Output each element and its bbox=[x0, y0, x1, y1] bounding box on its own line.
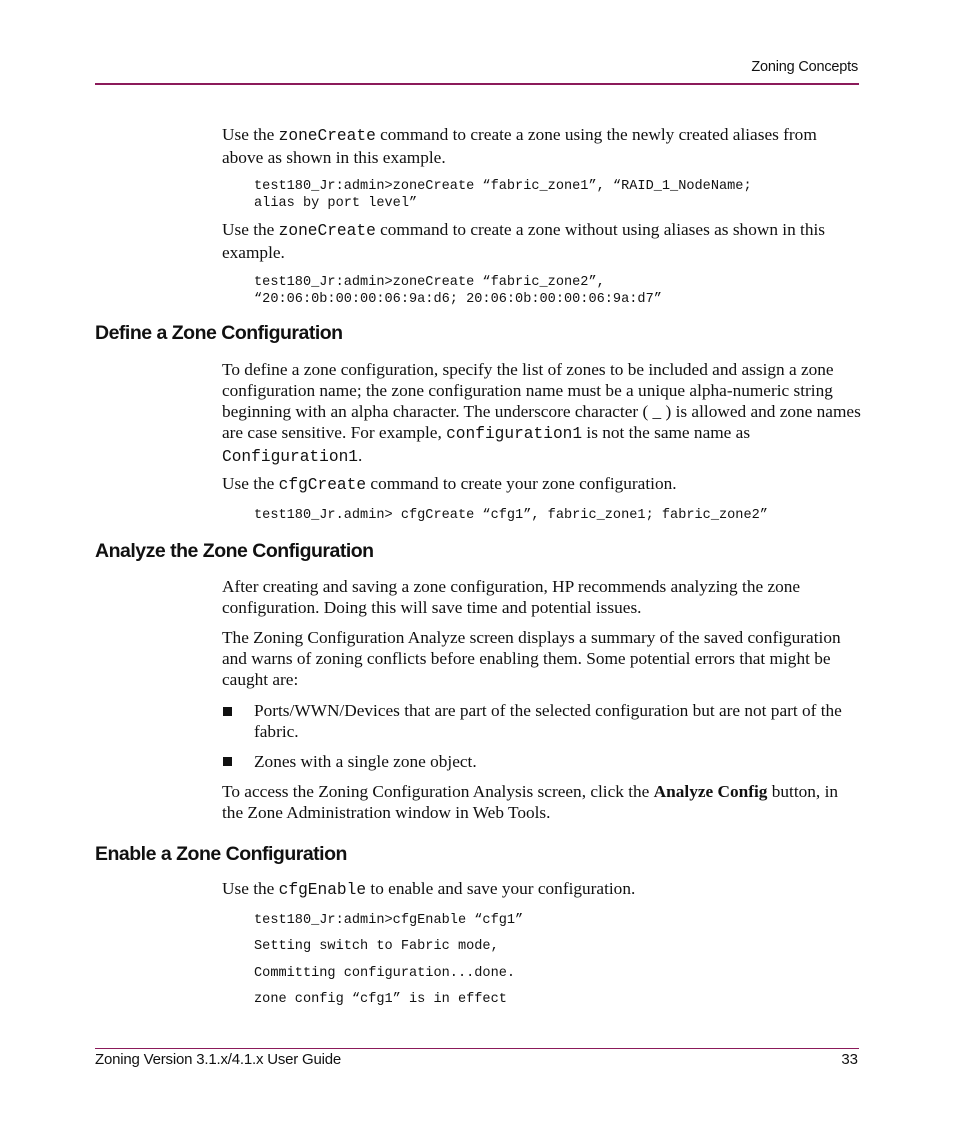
header-title: Zoning Concepts bbox=[751, 59, 858, 75]
code-line: Setting switch to Fabric mode, bbox=[254, 939, 499, 954]
text: command to create a zone using the newly created aliases from above as shown in this example. bbox=[222, 125, 817, 167]
text: To define a zone configuration, specify the list of zones to be included and assign a zone configuration name; the zone configuration name must be a unique alpha-numeric string beginning with an alpha character. The underscore character ( _ ) is allowed and zone names are case sensitive. For example, bbox=[222, 360, 861, 442]
text: Use the bbox=[222, 125, 279, 144]
footer-guide-title: Zoning Version 3.1.x/4.1.x User Guide bbox=[95, 1051, 342, 1068]
text: is not the same name as bbox=[582, 423, 751, 442]
text: Use the bbox=[222, 879, 279, 898]
text: button, in the Zone Administration window in Web Tools. bbox=[222, 782, 839, 822]
footer-rule bbox=[95, 1048, 859, 1049]
code-block-cfgcreate: test180_Jr.admin> cfgCreate “cfg1”, fabric_zone1; fabric_zone2” bbox=[254, 508, 768, 523]
code-line: test180_Jr:admin>cfgEnable “cfg1” bbox=[254, 913, 524, 928]
paragraph-cfgenable bbox=[222, 878, 862, 901]
paragraph-zonecreate-aliases bbox=[222, 124, 862, 168]
paragraph-define-zone-config bbox=[222, 359, 862, 468]
code-block-zone1: test180_Jr:admin>zoneCreate “fabric_zone1”, “RAID_1_NodeName; alias by port level” bbox=[254, 179, 752, 211]
inline-code: configuration1 bbox=[446, 425, 583, 443]
code-line: zone config “cfg1” is in effect bbox=[254, 992, 507, 1007]
inline-code: cfgCreate bbox=[278, 476, 367, 494]
paragraph-analyze-access bbox=[222, 781, 862, 823]
code-block-zone2: test180_Jr:admin>zoneCreate “fabric_zone2”, “20:06:0b:00:00:06:9a:d6; 20:06:0b:00:00:06:9a:d7” bbox=[254, 275, 662, 307]
text: Use the bbox=[222, 220, 279, 239]
inline-code: Configuration1 bbox=[222, 448, 358, 466]
bullet-marker bbox=[223, 707, 232, 716]
text: . bbox=[358, 446, 363, 465]
text: Use the bbox=[222, 474, 279, 493]
inline-code: zoneCreate bbox=[278, 127, 376, 145]
inline-code: cfgEnable bbox=[278, 881, 367, 899]
paragraph-analyze-screen: The Zoning Configuration Analyze screen displays a summary of the saved configuration and warns of zoning conflicts before enabling them. Some potential errors that might be caught are: bbox=[222, 628, 841, 689]
text: command to create your zone configuration. bbox=[366, 474, 677, 493]
paragraph-cfgcreate bbox=[222, 473, 862, 496]
text: to enable and save your configuration. bbox=[366, 879, 636, 898]
text: command to create a zone without using aliases as shown in this example. bbox=[222, 220, 826, 262]
paragraph-analyze-intro: After creating and saving a zone configuration, HP recommends analyzing the zone configuration. Doing this will save time and potential issues. bbox=[222, 577, 801, 617]
ui-label-analyze-config: Analyze Config bbox=[653, 782, 768, 801]
list-item: Ports/WWN/Devices that are part of the selected configuration but are not part of the fabric. bbox=[254, 701, 842, 741]
code-line: Committing configuration...done. bbox=[254, 966, 516, 981]
inline-code: zoneCreate bbox=[278, 222, 376, 240]
heading-analyze-zone-config: Analyze the Zone Configuration bbox=[95, 540, 374, 562]
heading-define-zone-config: Define a Zone Configuration bbox=[95, 322, 343, 344]
paragraph-zonecreate-no-aliases bbox=[222, 219, 862, 263]
bullet-marker bbox=[223, 757, 232, 766]
header-rule bbox=[95, 83, 859, 85]
text: To access the Zoning Configuration Analysis screen, click the bbox=[222, 782, 654, 801]
heading-enable-zone-config: Enable a Zone Configuration bbox=[95, 843, 347, 865]
list-item: Zones with a single zone object. bbox=[254, 752, 477, 771]
page-number: 33 bbox=[841, 1051, 858, 1068]
